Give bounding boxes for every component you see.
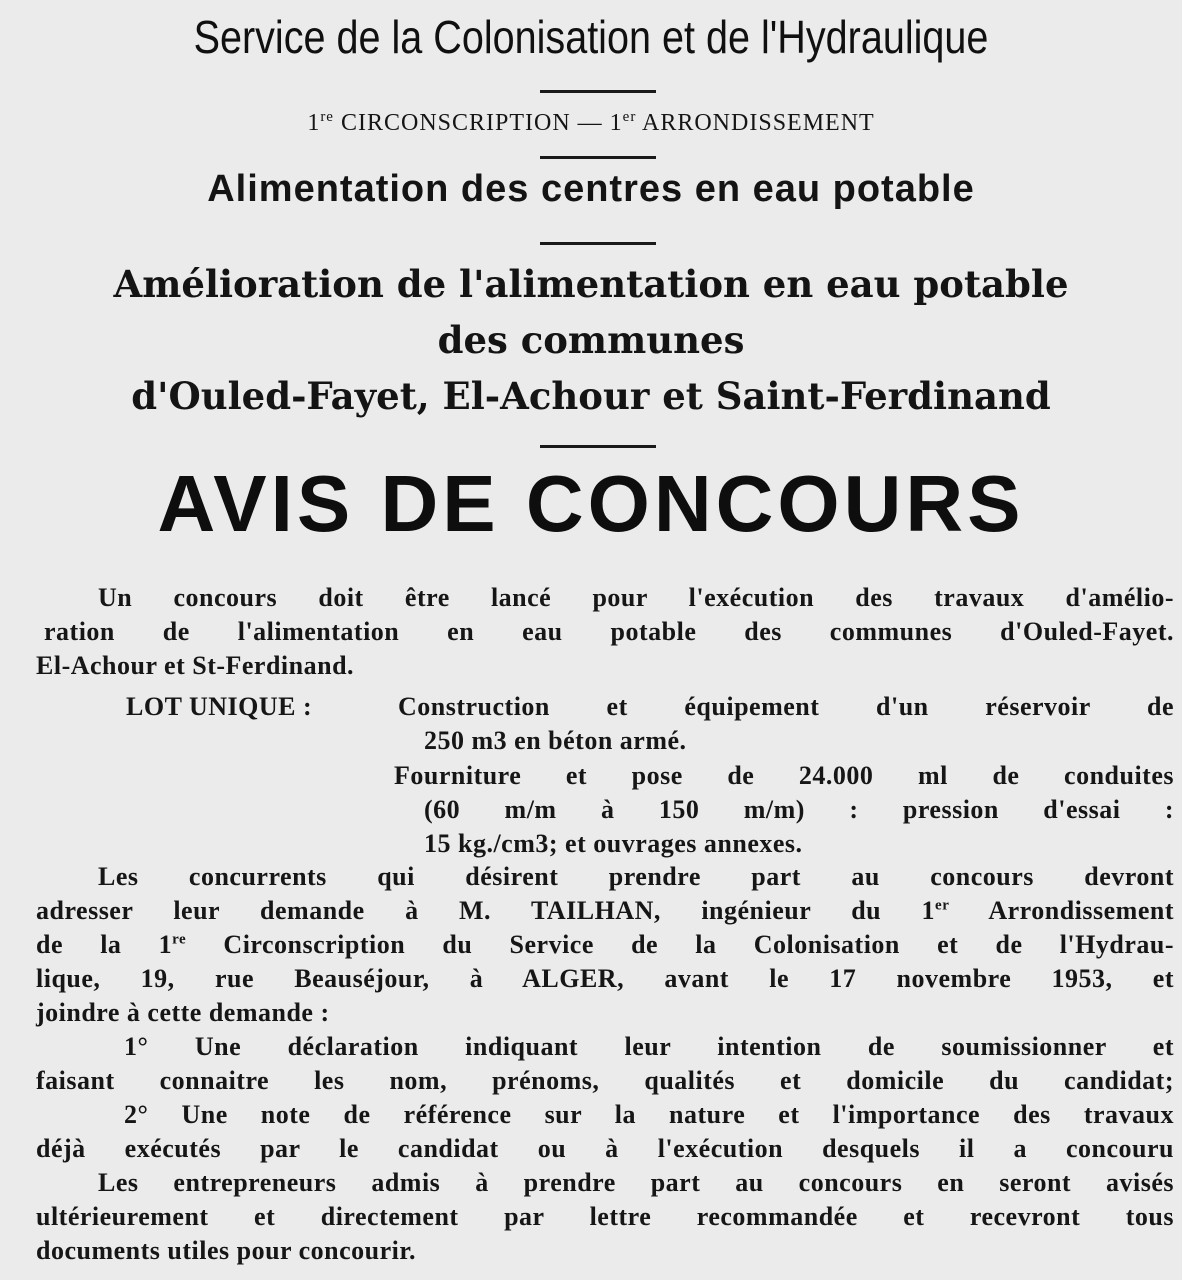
notice-body bbox=[36, 0, 1176, 1280]
concurrents-line-2b: Arrondissement bbox=[949, 896, 1174, 925]
lot-item2-line3: 15 kg./cm3; et ouvrages annexes. bbox=[424, 829, 803, 858]
circonscription-number: 1 bbox=[307, 110, 321, 136]
concurrents-line-3 bbox=[36, 928, 1174, 962]
concurrents-line-1: Les concurrents qui désirent prendre part au concours devront bbox=[98, 862, 1174, 891]
service-title: Service de la Colonisation et de l'Hydraulique bbox=[193, 11, 989, 63]
amelioration-title-line3: d'Ouled-Fayet, El-Achour et Saint-Ferdinand bbox=[131, 374, 1051, 418]
lot-item1-line2: 250 m3 en béton armé. bbox=[424, 726, 687, 755]
concurrents-line-4: lique, 19, rue Beauséjour, à ALGER, avant le 17 novembre 1953, et bbox=[36, 964, 1174, 993]
lot-item1-line1: Construction et équipement d'un réservoir de bbox=[398, 692, 1174, 721]
avis-de-concours-heading: AVIS DE CONCOURS bbox=[157, 459, 1025, 548]
intro-line-1: Un concours doit être lancé pour l'exécution des travaux d'amélio- bbox=[98, 583, 1174, 612]
concurrents-line-2 bbox=[36, 894, 1174, 928]
concurrents-line-3a: de la 1 bbox=[36, 930, 173, 959]
closing-line-2: ultérieurement et directement par lettre recommandée et recevront tous bbox=[36, 1202, 1174, 1231]
closing-line-3: documents utiles pour concourir. bbox=[36, 1236, 417, 1265]
concurrents-line-2a: adresser leur demande à M. TAILHAN, ingénieur du 1 bbox=[36, 896, 936, 925]
concurrents-line-3-sup: re bbox=[172, 931, 187, 948]
lot-item2-line1: Fourniture et pose de 24.000 ml de conduites bbox=[394, 761, 1174, 790]
arrondissement-sup: er bbox=[622, 109, 637, 125]
intro-line-2: ration de l'alimentation en eau potable des communes d'Ouled-Fayet. bbox=[44, 617, 1174, 646]
amelioration-title-line2: des communes bbox=[437, 318, 745, 362]
lot-item2-line2: (60 m/m à 150 m/m) : pression d'essai : bbox=[424, 795, 1174, 824]
circonscription-text: CIRCONSCRIPTION — 1 bbox=[333, 110, 623, 136]
concurrents-line-3b: Circonscription du Service de la Colonisation et de l'Hydrau- bbox=[186, 930, 1174, 959]
amelioration-title-line1: Amélioration de l'alimentation en eau potable bbox=[113, 262, 1069, 306]
arrondissement-text: ARRONDISSEMENT bbox=[636, 110, 875, 136]
circonscription-sup: re bbox=[320, 109, 334, 125]
item-1-line-2: faisant connaitre les nom, prénoms, qualités et domicile du candidat; bbox=[36, 1066, 1174, 1095]
concurrents-line-5: joindre à cette demande : bbox=[36, 998, 330, 1027]
item-2-line-1: 2° Une note de référence sur la nature et l'importance des travaux bbox=[124, 1100, 1174, 1129]
item-2-line-2: déjà exécutés par le candidat ou à l'exécution desquels il a concouru bbox=[36, 1134, 1174, 1163]
alimentation-title: Alimentation des centres en eau potable bbox=[207, 168, 975, 210]
item-1-line-1: 1° Une déclaration indiquant leur intention de soumissionner et bbox=[124, 1032, 1174, 1061]
concurrents-line-2-sup: er bbox=[935, 897, 950, 914]
intro-line-3: El-Achour et St-Ferdinand. bbox=[36, 651, 355, 680]
closing-line-1: Les entrepreneurs admis à prendre part au concours en seront avisés bbox=[98, 1168, 1174, 1197]
lot-label: LOT UNIQUE : bbox=[126, 692, 313, 721]
